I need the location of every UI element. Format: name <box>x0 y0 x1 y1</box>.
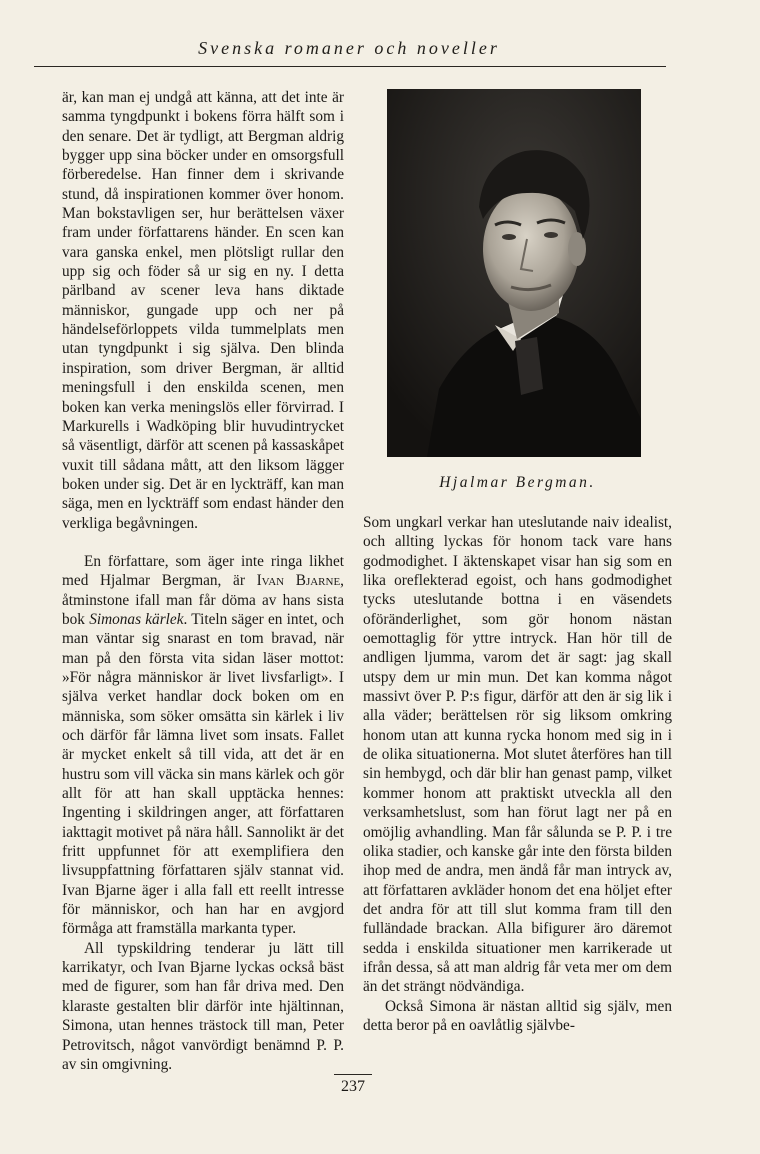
paragraph-3: All typskildring tenderar ju lätt till karrikatyr, och Ivan Bjarne lyckas också bäst med de figurer, som han får driva med. Den klaraste gestalten blir därför inte hjältinnan, Simona, utan hennes trästock till man, Peter Petrovitsch, något vanvördigt benämnd P. P. av sin omgivning. <box>62 939 344 1073</box>
right-column <box>363 513 672 1035</box>
portrait-photo <box>387 89 641 457</box>
paragraph-5: Också Simona är nästan alltid sig själv, men detta beror på en oavlåtlig självbe- <box>363 997 672 1034</box>
paragraph-2: En författare, som äger inte ringa likhet med Hjalmar Bergman, är Ivan Bjarne, åtminstone ifall man får döma av hans sista bok Simonas kärlek. Titeln säger en intet, och man väntar sig snarast en tom bravad, när man på den första vita sidan läser mottot: »För några människor är livet livsfarligt». I själva verket handlar dock boken om en människa, som söker omsätta sin kärlek i liv och därför får lämna livet som insats. Fallet är mycket enkelt så till vida, att det är en hustru som vill väcka sin mans kärlek och gör allt för att han skall upptäcka hennes: Ingenting i skildringen anger, att författaren iakttagit motivet på nära håll. Sannolikt är det fritt uppfunnet för att exemplifiera den livsuppfattning författaren själv stannat vid. Ivan Bjarne äger i alla fall ett reellt intresse för människor, och han har en avgjord förmåga att framställa markanta typer. <box>62 552 344 938</box>
portrait-image <box>387 89 641 457</box>
paragraph-1: är, kan man ej undgå att känna, att det inte är samma tyngdpunkt i bokens förra hälft som i den senare. Det är tydligt, att Bergman aldrig bygger upp sina böcker under en omsorgsfull förberedelse. Han finner dem i skrivande stund, då inspirationen kommer över honom. Man bokstavligen ser, hur berättelsen växer fram under författarens händer. En scen kan vara ganska enkel, men plötsligt rullar den upp sig och föder så ur sig en ny. I detta pärlband av scener leva hans diktade människor, gungade upp och ner på händelseförloppets vilda tummelplats men utan tyngdpunkt i sig själva. Den blinda inspiration, som driver Bergman, är alltid meningsfull i den enskilda scenen, men boken kan verka meningslös eller förvirrad. I Markurells i Wadköping blir huvudintrycket så väsentligt, därför att scenen på kassaskåpet vuxit till sådana mått, att den liksom lägger boken under sig. Det är en lyckträff, kan man säga, men en lyckträff som endast händer den verkliga begåvningen. <box>62 89 344 532</box>
author-name: Ivan Bjarne <box>256 572 341 590</box>
page-number-rule <box>334 1074 372 1075</box>
portrait-caption: Hjalmar Bergman. <box>439 474 596 491</box>
page-number: 237 <box>341 1078 365 1095</box>
header-rule <box>34 66 666 67</box>
paragraph-4: Som ungkarl verkar han uteslutande naiv idealist, och allting lyckas för honom tack vare hans godmodighet. I äktenskapet visar han sig som en lika oreflekterad egoist, och hans godmodighet tycks uteslutande bottna i en väsendets oföränderlighet, som gör honom nästan oemottaglig för yttre intryck. Han hör till de andligen ljumma, varom det är sagt: jag skall utspy dem ur min mun. Det kan komma något massivt över P. P:s figur, därför att den är sig lik i alla väder; berättelsen rör sig liksom omkring honom utan att kunna rycka honom med sig in i de olika situationerna. Mot slutet återföres han till sin hembygd, och där blir han genast pamp, vilket kommer honom att praktiskt utveckla all den verksamhetslust, som han förut lagt ner på en omöjlig avhandling. Man får sålunda se P. P. i tre olika stadier, och kanske går inte den första bilden ihop med de andra, men ändå får man intryck av, att författaren avkläder honom det ena höljet efter det andra för att till slut komma fram till den fulländade brackan. Alla bifigurer äro däremot sedda i enskilda situationer men karrikerade ut ifrån dessa, så att man aldrig får veta mer om dem än det strängt nödvändiga. <box>363 514 672 996</box>
left-column <box>62 88 344 1074</box>
book-title: Simonas kärlek <box>89 610 184 628</box>
running-header: Svenska romaner och noveller <box>198 38 500 58</box>
